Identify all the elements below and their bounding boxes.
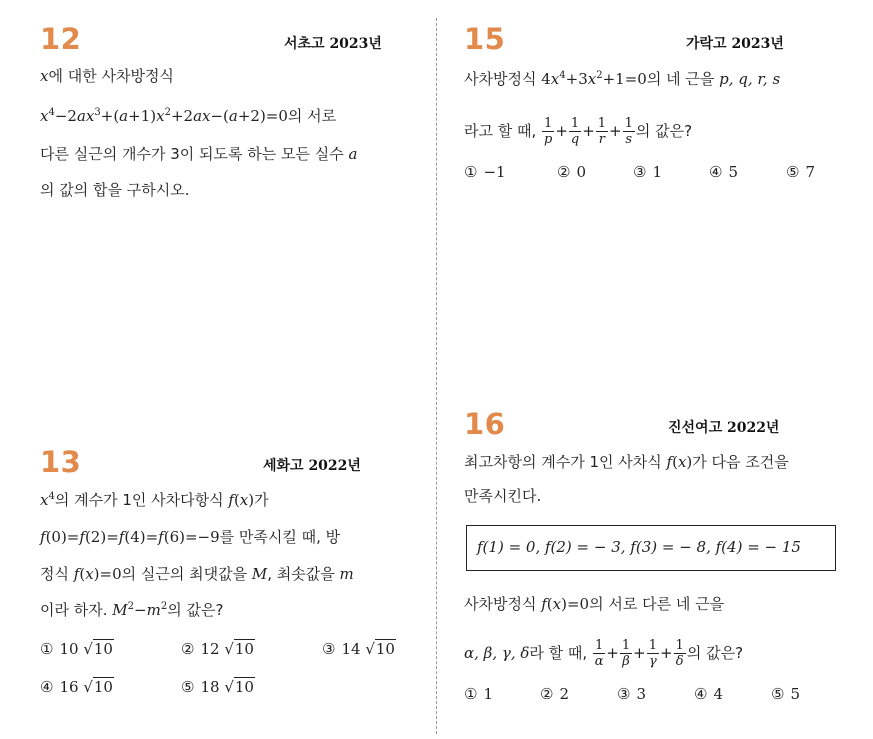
problem-text-line: 라고 할 때, $\frac{1}{p}$ + $\frac{1}{q}$ + $\frac{1}{r}$ + $\frac{1}{s}$ 의 값은?: [464, 116, 693, 147]
problem-text-line: 만족시킨다.: [464, 487, 542, 505]
problem-text-line: 최고차항의 계수가 1인 사차식 f(x)가 다음 조건을: [464, 453, 789, 471]
fraction: $\frac{1}{\delta}$: [675, 638, 684, 669]
column-divider: [436, 18, 437, 734]
choice-2[interactable]: ② 2: [540, 685, 569, 703]
fraction: $\frac{1}{q}$: [570, 116, 580, 147]
choice-1[interactable]: ① −1: [464, 163, 506, 181]
fraction: $\frac{1}{\gamma}$: [648, 638, 657, 669]
problem-number: 15: [464, 22, 506, 56]
problem-text-line: α, β, γ, δ라 할 때, $\frac{1}{\alpha}$ + $\frac{1}{\beta}$ + $\frac{1}{\gamma}$ + $\frac{1}{\delta}$ 의 값은?: [464, 638, 744, 669]
problem-number: 16: [464, 407, 506, 441]
choice-3[interactable]: ③ 1: [633, 163, 662, 181]
equation-line: f(0)=f(2)=f(4)=f(6)=−9를 만족시킬 때, 방: [40, 528, 341, 546]
fraction: $\frac{1}{\alpha}$: [594, 638, 604, 669]
equation-line: $x^4-2ax^3+(a+1)x^2+2ax-(a+2)=0$의 서로: [40, 107, 337, 125]
choice-5[interactable]: ⑤ 7: [786, 163, 815, 181]
problem-text-line: 이라 하자. $M^2-m^2$의 값은?: [40, 601, 224, 619]
choice-4[interactable]: ④ 16 √10: [40, 678, 113, 696]
problem-source: 가락고 2023년: [686, 36, 784, 52]
problem-text-line: $x^4$의 계수가 1인 사차다항식 f(x)가: [40, 491, 269, 509]
choice-5[interactable]: ⑤ 18 √10: [181, 678, 254, 696]
choice-3[interactable]: ③ 3: [617, 685, 646, 703]
choice-5[interactable]: ⑤ 5: [771, 685, 800, 703]
problem-source: 세화고 2022년: [263, 458, 361, 474]
condition-box: [466, 525, 836, 571]
problem-text-line: 사차방정식 f(x)=0의 서로 다른 네 근을: [464, 595, 725, 613]
choice-2[interactable]: ② 12 √10: [181, 640, 254, 658]
problem-text-line: 다른 실근의 개수가 3이 되도록 하는 모든 실수 a: [40, 145, 358, 163]
problem-source: 서초고 2023년: [284, 36, 382, 52]
problem-text-line: x에 대한 사차방정식: [40, 67, 174, 85]
problem-text-line: 의 값의 합을 구하시오.: [40, 181, 190, 199]
choice-4[interactable]: ④ 5: [709, 163, 738, 181]
choice-3[interactable]: ③ 14 √10: [322, 640, 395, 658]
problem-number: 13: [40, 445, 82, 479]
problem-number: 12: [40, 22, 82, 56]
choice-2[interactable]: ② 0: [557, 163, 586, 181]
condition-text: f(1) = 0, f(2) = − 3, f(3) = − 8, f(4) = − 15: [477, 538, 801, 556]
problem-text-line: 사차방정식 $4x^4+3x^2+1=0$의 네 근을 p, q, r, s: [464, 70, 781, 88]
fraction: $\frac{1}{p}$: [544, 116, 553, 147]
fraction: $\frac{1}{\beta}$: [621, 638, 631, 669]
fraction: $\frac{1}{r}$: [597, 116, 607, 147]
problem-text-line: 정식 f(x)=0의 실근의 최댓값을 M, 최솟값을 m: [40, 565, 354, 583]
choice-1[interactable]: ① 10 √10: [40, 640, 113, 658]
choice-4[interactable]: ④ 4: [694, 685, 723, 703]
problem-source: 진선여고 2022년: [668, 420, 780, 436]
fraction: $\frac{1}{s}$: [624, 116, 633, 147]
choice-1[interactable]: ① 1: [464, 685, 493, 703]
